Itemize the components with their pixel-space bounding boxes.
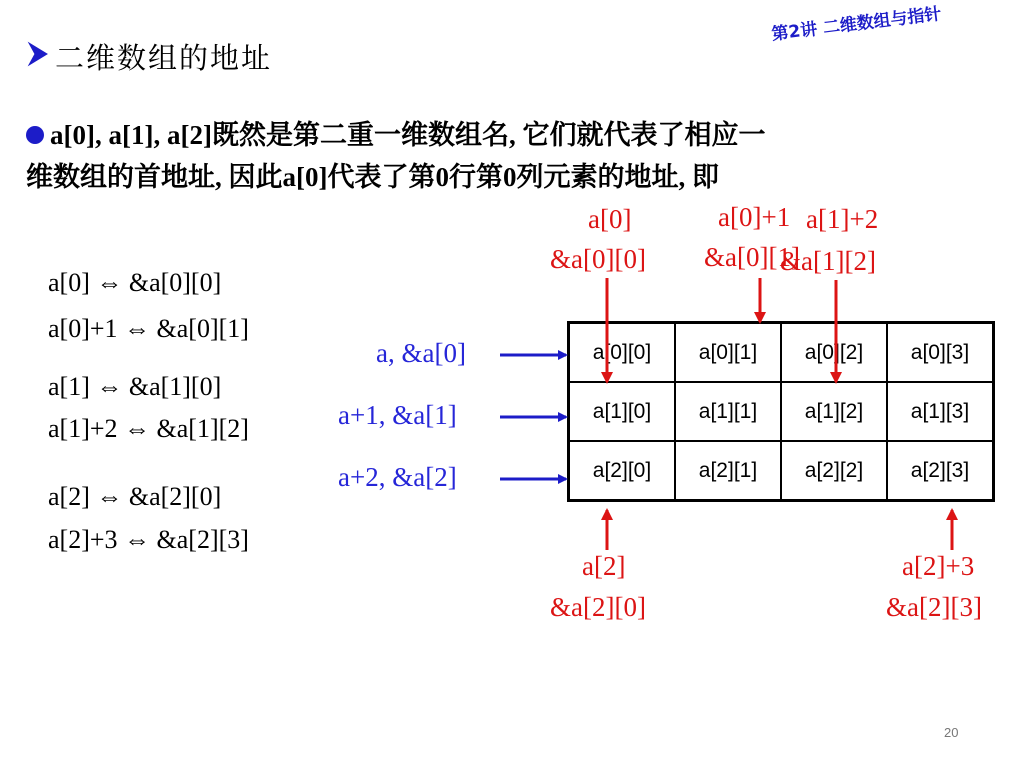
row-pointer-label-2: a+2, &a[2] bbox=[338, 462, 457, 492]
equivalence-line: a[1] ⇔ &a[1][0] bbox=[48, 372, 222, 401]
label-a2-addr: &a[2][0] bbox=[550, 592, 646, 622]
paragraph-line-1: a[0], a[1], a[2]既然是第二重一维数组名, 它们就代表了相应一 bbox=[50, 120, 766, 150]
grid-cell: a[2][2] bbox=[781, 441, 887, 501]
equivalence-line: a[2]+3 ⇔ &a[2][3] bbox=[48, 525, 249, 554]
grid-cell: a[0][0] bbox=[569, 323, 676, 383]
grid-cell: a[2][0] bbox=[569, 441, 676, 501]
row-pointer-label-1: a+1, &a[1] bbox=[338, 400, 457, 430]
equivalence-line: a[0]+1 ⇔ &a[0][1] bbox=[48, 314, 249, 343]
label-a0-plus1: a[0]+1 bbox=[718, 202, 791, 232]
grid-cell: a[1][1] bbox=[675, 382, 781, 441]
label-a2-plus3-addr: &a[2][3] bbox=[886, 592, 982, 622]
equivalence-line: a[1]+2 ⇔ &a[1][2] bbox=[48, 414, 249, 443]
grid-cell: a[2][3] bbox=[887, 441, 994, 501]
grid-cell: a[0][2] bbox=[781, 323, 887, 383]
paragraph-line-2: 维数组的首地址, 因此a[0]代表了第0行第0列元素的地址, 即 bbox=[26, 162, 719, 192]
label-a0-addr: &a[0][0] bbox=[550, 244, 646, 274]
grid-cell: a[0][1] bbox=[675, 323, 781, 383]
page-heading: 二维数组的地址 bbox=[55, 41, 273, 75]
grid-cell: a[1][3] bbox=[887, 382, 994, 441]
label-a1-plus2-addr: &a[1][2] bbox=[780, 246, 876, 276]
grid-cell: a[2][1] bbox=[675, 441, 781, 501]
label-a2: a[2] bbox=[582, 551, 626, 581]
grid-cell: a[1][0] bbox=[569, 382, 676, 441]
grid-cell: a[0][3] bbox=[887, 323, 994, 383]
row-pointer-label-0: a, &a[0] bbox=[376, 338, 466, 368]
lecture-title: 第2讲 二维数组与指针 bbox=[770, 4, 943, 45]
label-a1-plus2: a[1]+2 bbox=[806, 204, 879, 234]
label-a2-plus3: a[2]+3 bbox=[902, 551, 975, 581]
equivalence-line: a[0] ⇔ &a[0][0] bbox=[48, 268, 222, 297]
label-a0-plus1-addr: &a[0][1] bbox=[704, 242, 800, 272]
page-number: 20 bbox=[944, 725, 959, 740]
equivalence-line: a[2] ⇔ &a[2][0] bbox=[48, 482, 222, 511]
label-a0: a[0] bbox=[588, 204, 632, 234]
grid-cell: a[1][2] bbox=[781, 382, 887, 441]
